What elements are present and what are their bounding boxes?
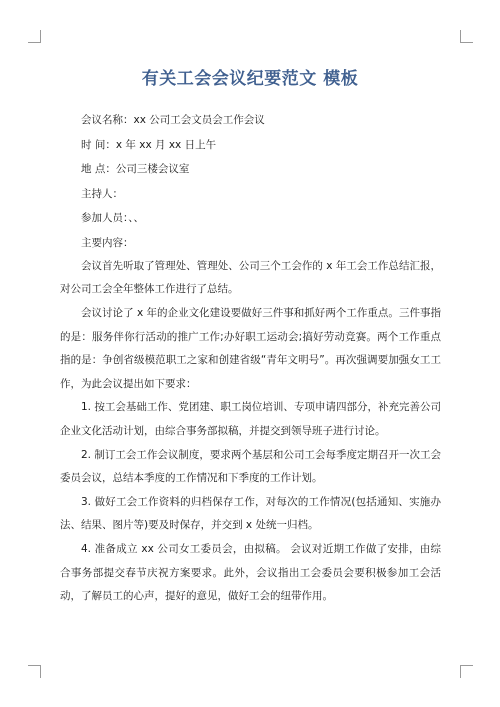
document-title: 有关工会会议纪要范文 模板	[141, 69, 359, 89]
requirement-item-2: 2. 制订工会工作会议制度，要求两个基层和公司工会每季度定期召开一次工会委员会议，总结本季度的工作情况和下季度的工作计划。	[60, 448, 441, 485]
main-content-heading: 主要内容：	[81, 236, 134, 249]
crop-mark-top-left	[28, 30, 41, 43]
requirement-item-1: 1. 按工会基础工作、党团建、职工岗位培训、专项申请四部分，补充完善公司企业文化活动计划，由综合事务部拟稿，并提交到领导班子进行讨论。	[60, 401, 441, 437]
crop-mark-top-right	[460, 30, 473, 43]
requirement-item-3: 3. 做好工会工作资料的归档保存工作，对每次的工作情况(包括通知、实施办法、结果、图片等)要及时保存，并交到 x 处统一归档。	[60, 496, 441, 532]
crop-mark-bottom-right	[460, 665, 473, 678]
requirement-item-4: 4. 准备成立 xx 公司女工委员会，由拟稿。 会议对近期工作做了安排，由综合事务部提交春节庆祝方案要求。此外，会议指出工会委员会要积极参加工会活动，了解员工的心声，提好的意见，做好工会的纽带作用。	[60, 543, 441, 603]
host-field: 主持人：	[81, 187, 123, 200]
attendees-field: 参加人员：、、	[81, 212, 144, 224]
crop-mark-bottom-left	[28, 665, 41, 678]
body-paragraph: 会议讨论了 x 年的企业文化建设要做好三件事和抓好两个工作重点。三件事指的是：服务伴你行活动的推广工作;办好职工运动会;搞好劳动竞赛。两个工作重点指的是：争创省级模范职工之家和创建省级“青年文明号”。再次强调要加强女工工作，为此会议提出如下要求：	[60, 307, 441, 390]
meeting-time-field: 时 间：x 年 xx 月 xx 日上午	[81, 138, 217, 151]
body-paragraph: 会议首先听取了管理处、管理处、公司三个工会作的 x 年工会工作总结汇报，对公司工会全年整体工作进行了总结。	[60, 260, 441, 296]
meeting-name-field: 会议名称：xx 公司工会文员会工作会议	[81, 114, 265, 126]
document-body	[60, 108, 441, 609]
meeting-location-field: 地 点：公司三楼会议室	[81, 163, 190, 175]
